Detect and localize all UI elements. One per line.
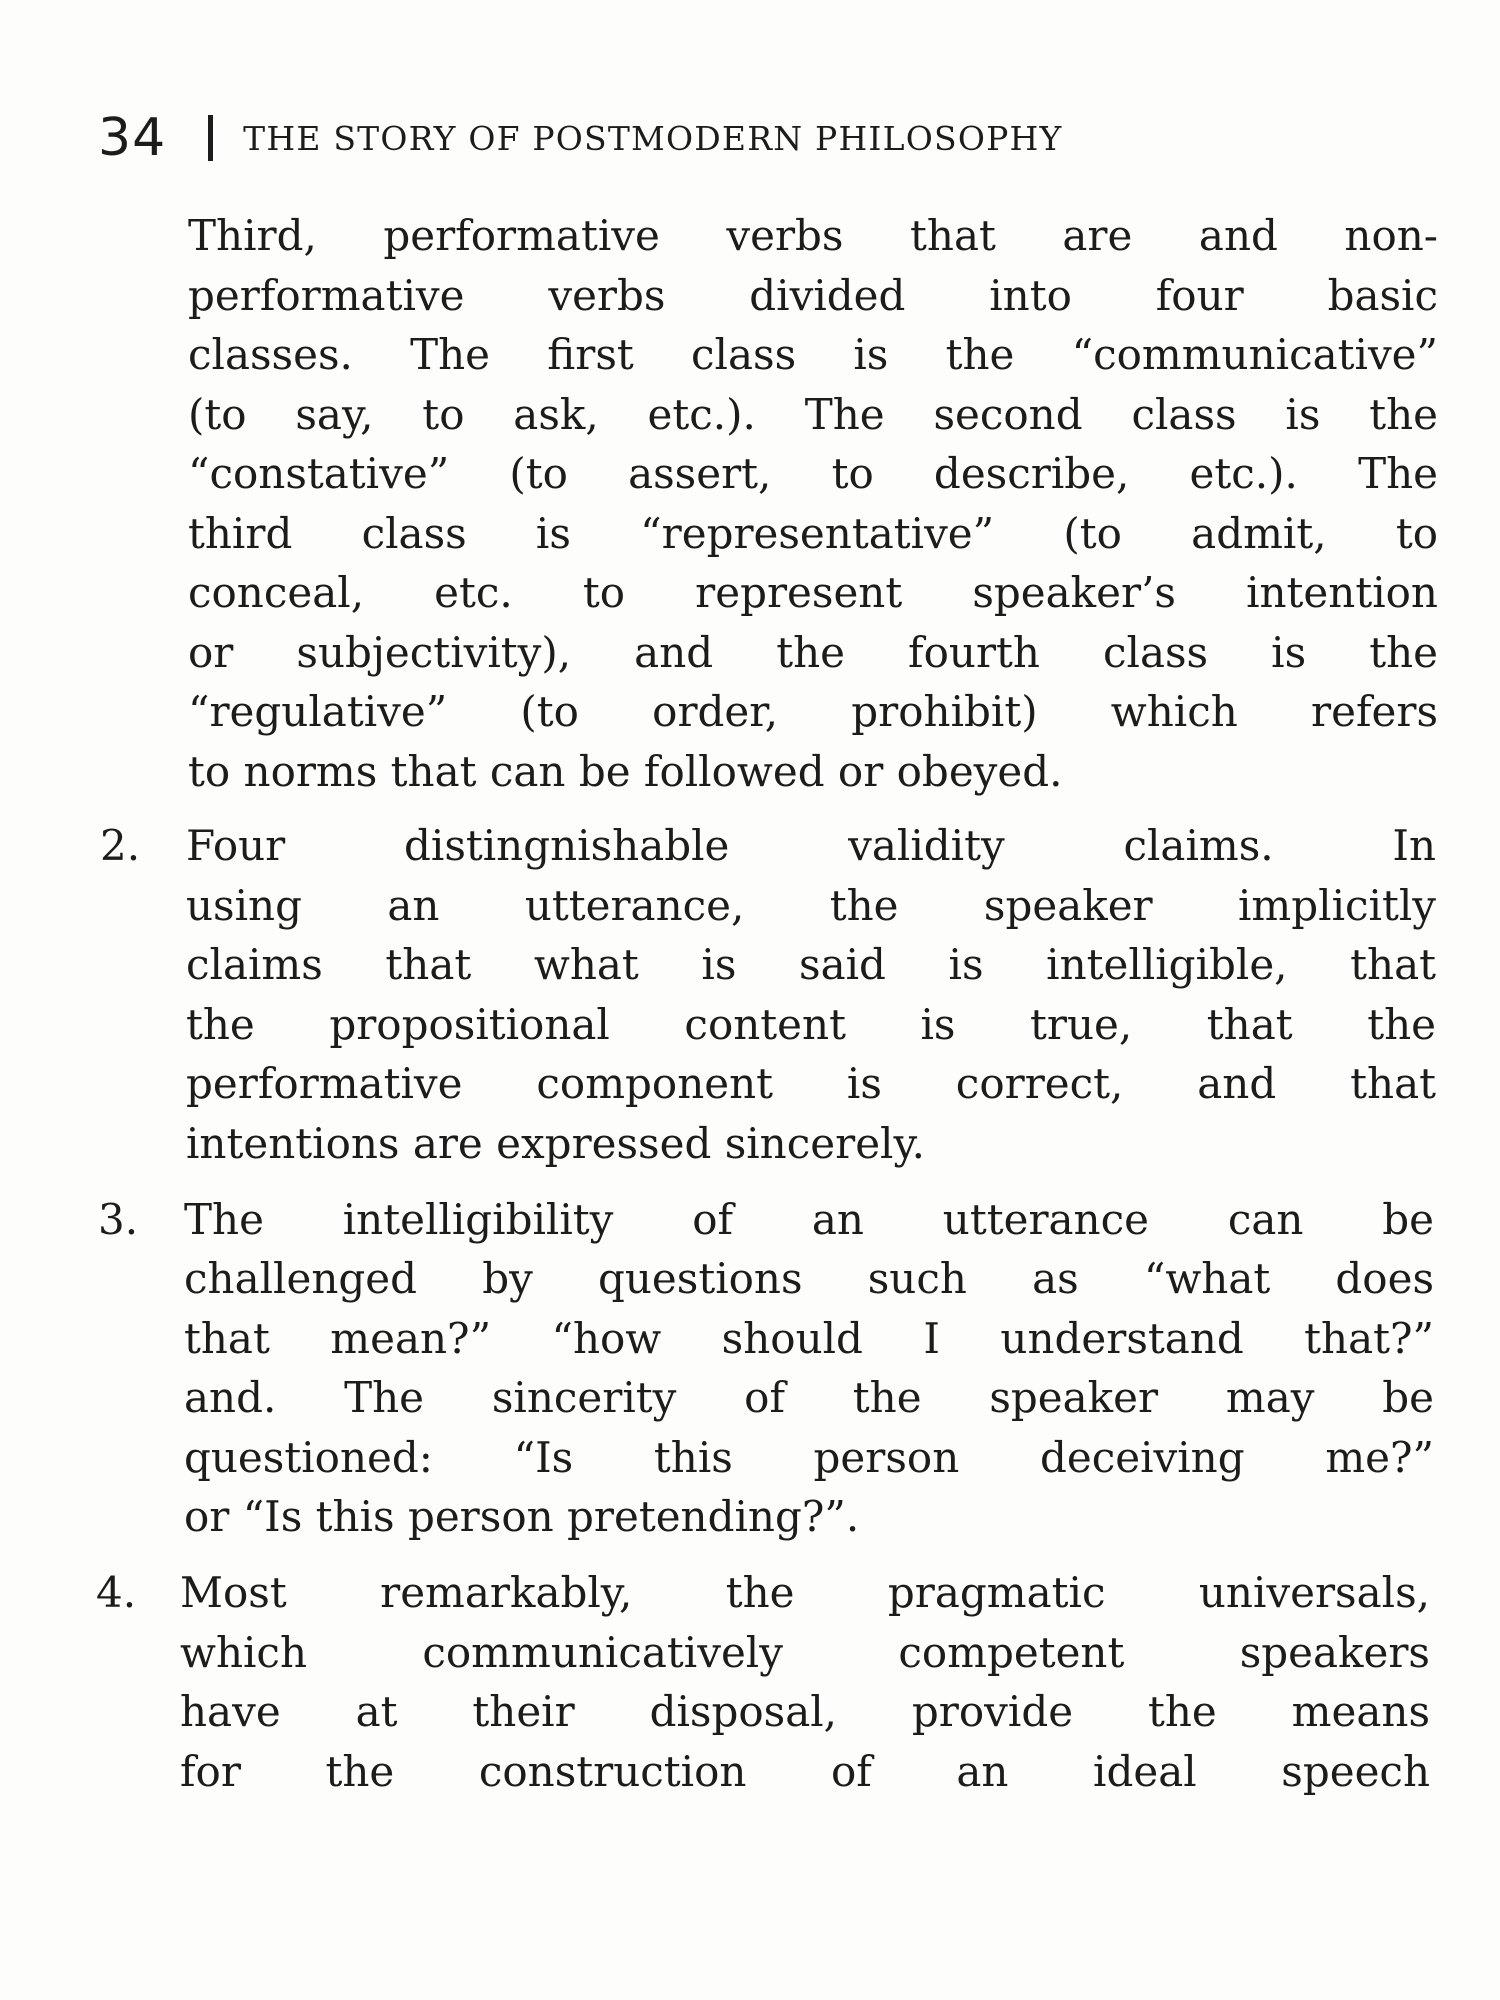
text-line: Four distingnishable validity claims. In — [186, 821, 1436, 870]
text-line: (to say, to ask, etc.). The second class is the — [188, 390, 1438, 439]
text-line: using an utterance, the speaker implicitly — [186, 881, 1436, 930]
text-line: and. The sincerity of the speaker may be — [184, 1373, 1434, 1422]
text-line: which communicatively competent speakers — [180, 1628, 1430, 1677]
text-line: challenged by questions such as “what does — [184, 1254, 1434, 1303]
text-line: performative verbs divided into four basic — [188, 271, 1438, 320]
text-line: for the construction of an ideal speech — [180, 1747, 1430, 1796]
list-item-number: 3. — [98, 1195, 139, 1244]
text-line: third class is “representative” (to admit, to — [188, 509, 1438, 558]
text-line: performative component is correct, and that — [186, 1059, 1436, 1108]
text-line: claims that what is said is intelligible, that — [186, 940, 1436, 989]
text-line: The intelligibility of an utterance can be — [184, 1195, 1434, 1244]
text-line: or “Is this person pretending?”. — [184, 1492, 860, 1541]
text-line: conceal, etc. to represent speaker’s intention — [188, 568, 1438, 617]
text-line: intentions are expressed sincerely. — [186, 1119, 925, 1168]
text-line: to norms that can be followed or obeyed. — [188, 747, 1063, 796]
text-line: that mean?” “how should I understand that?” — [184, 1314, 1434, 1363]
page-number: 34 — [98, 108, 167, 168]
header-divider — [208, 115, 213, 161]
text-line: Most remarkably, the pragmatic universals, — [180, 1568, 1430, 1617]
text-line: have at their disposal, provide the means — [180, 1687, 1430, 1736]
book-title: THE STORY OF POSTMODERN PHILOSOPHY — [243, 118, 1063, 158]
text-line: the propositional content is true, that the — [186, 1000, 1436, 1049]
text-line: “constative” (to assert, to describe, etc.). The — [188, 449, 1438, 498]
text-line: classes. The first class is the “communicative” — [188, 330, 1438, 379]
text-line: “regulative” (to order, prohibit) which refers — [188, 687, 1438, 736]
text-line: questioned: “Is this person deceiving me?” — [184, 1433, 1434, 1482]
list-item-number: 2. — [100, 821, 141, 870]
list-item-number: 4. — [96, 1568, 137, 1617]
text-line: Third, performative verbs that are and non- — [188, 211, 1438, 260]
running-head — [98, 108, 1062, 168]
text-line: or subjectivity), and the fourth class is the — [188, 628, 1438, 677]
